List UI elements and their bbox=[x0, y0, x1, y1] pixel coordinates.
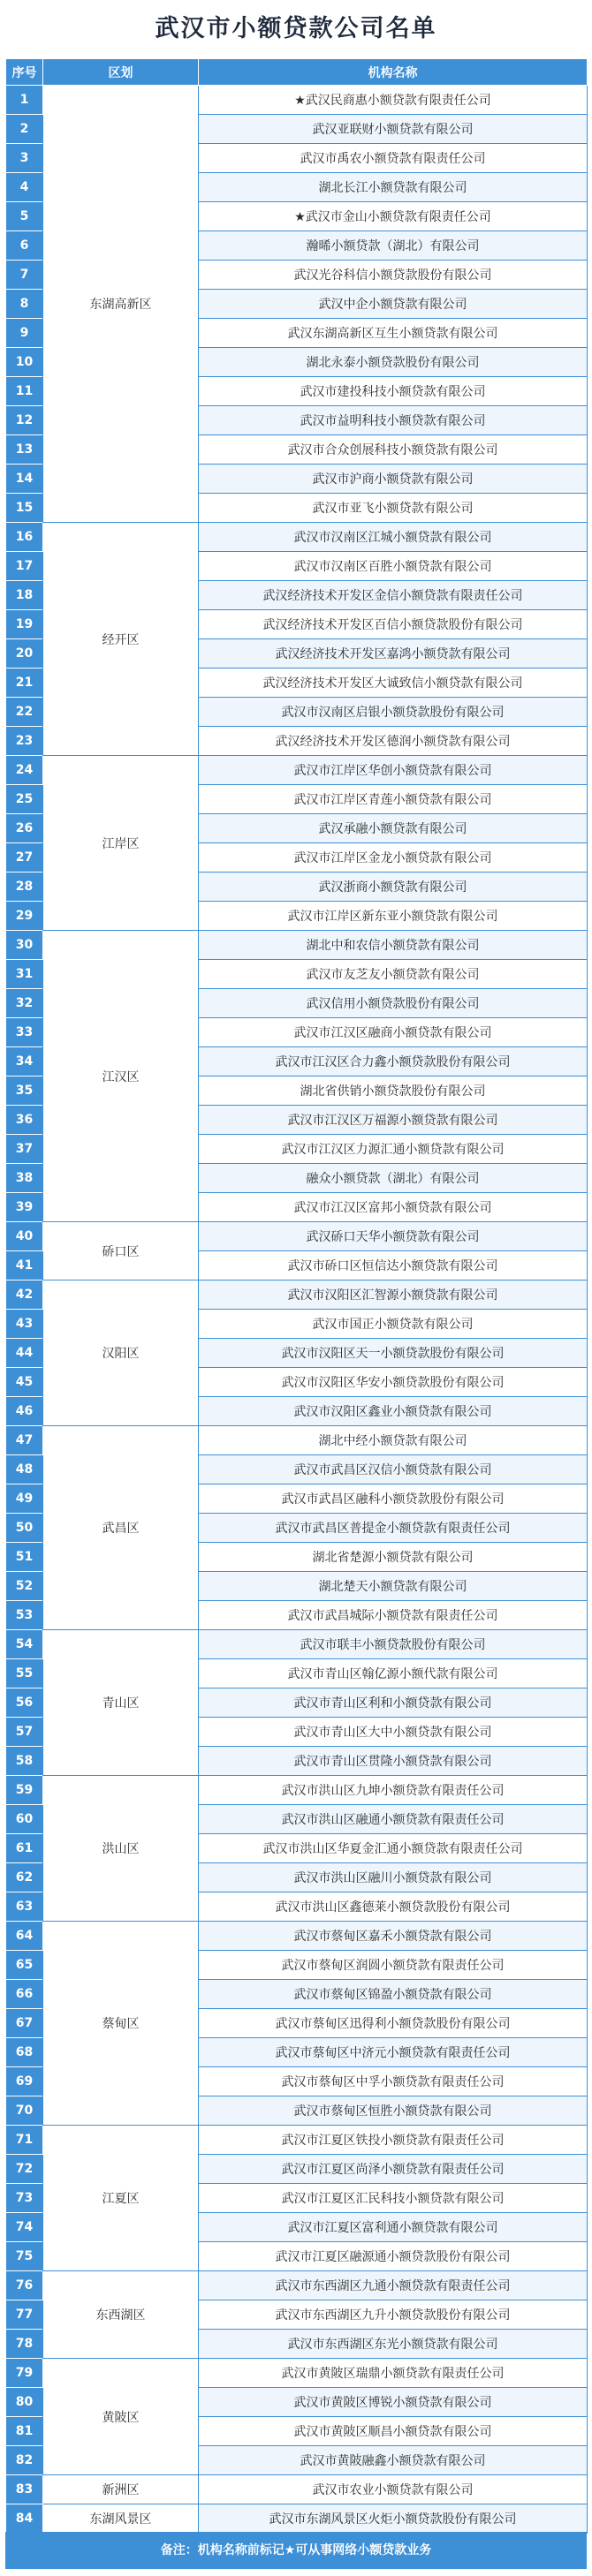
company-name: 武汉市江汉区力源汇通小额贷款有限公司 bbox=[199, 1135, 588, 1164]
company-name: 武汉市江夏区汇民科技小额贷款有限公司 bbox=[199, 2184, 588, 2213]
company-name: 武汉市江夏区尚泽小额贷款有限责任公司 bbox=[199, 2155, 588, 2184]
company-name: 武汉市黄陂区博锐小额贷款有限公司 bbox=[199, 2388, 588, 2417]
company-name: 武汉市江夏区富利通小额贷款有限公司 bbox=[199, 2213, 588, 2242]
row-number: 25 bbox=[6, 785, 43, 814]
company-name: 湖北省楚源小额贷款有限公司 bbox=[199, 1543, 588, 1572]
row-number: 64 bbox=[6, 1922, 43, 1951]
district-cell: 江夏区 bbox=[43, 2126, 199, 2271]
company-name: 武汉市江汉区万福源小额贷款有限公司 bbox=[199, 1106, 588, 1135]
company-name: 武汉市江岸区新东亚小额贷款有限公司 bbox=[199, 902, 588, 931]
table-row bbox=[6, 756, 588, 785]
table-row bbox=[6, 931, 588, 960]
row-number: 77 bbox=[6, 2300, 43, 2330]
row-number: 38 bbox=[6, 1164, 43, 1193]
company-name: 武汉市合众创展科技小额贷款有限公司 bbox=[199, 435, 588, 465]
row-number: 42 bbox=[6, 1280, 43, 1310]
row-number: 35 bbox=[6, 1076, 43, 1106]
row-number: 34 bbox=[6, 1047, 43, 1076]
company-name: 武汉市汉阳区华安小额贷款股份有限公司 bbox=[199, 1368, 588, 1397]
table-body bbox=[6, 86, 588, 2534]
company-name: 湖北永泰小额贷款股份有限公司 bbox=[199, 348, 588, 377]
company-name: 武汉市洪山区华夏金汇通小额贷款有限责任公司 bbox=[199, 1834, 588, 1863]
company-name: 武汉市汉阳区天一小额贷款股份有限公司 bbox=[199, 1339, 588, 1368]
row-number: 67 bbox=[6, 2009, 43, 2038]
row-number: 47 bbox=[6, 1426, 43, 1455]
row-number: 79 bbox=[6, 2359, 43, 2388]
company-name: 武汉市蔡甸区中孚小额贷款有限责任公司 bbox=[199, 2067, 588, 2096]
row-number: 18 bbox=[6, 581, 43, 610]
company-name: 武汉经济技术开发区大诚致信小额贷款有限公司 bbox=[199, 669, 588, 698]
row-number: 3 bbox=[6, 144, 43, 173]
company-name: 武汉市武昌区普提金小额贷款有限责任公司 bbox=[199, 1514, 588, 1543]
row-number: 5 bbox=[6, 202, 43, 231]
table-header-row bbox=[6, 59, 588, 86]
district-cell: 武昌区 bbox=[43, 1426, 199, 1630]
company-name: 武汉市江岸区青莲小额贷款有限公司 bbox=[199, 785, 588, 814]
row-number: 56 bbox=[6, 1688, 43, 1718]
company-name: 武汉市洪山区鑫德莱小额贷款股份有限公司 bbox=[199, 1892, 588, 1922]
company-name: 武汉市蔡甸区迅得利小额贷款股份有限公司 bbox=[199, 2009, 588, 2038]
company-name: 湖北长江小额贷款有限公司 bbox=[199, 173, 588, 202]
row-number: 16 bbox=[6, 523, 43, 552]
company-name: 武汉经济技术开发区嘉鸿小额贷款有限公司 bbox=[199, 639, 588, 669]
row-number: 61 bbox=[6, 1834, 43, 1863]
district-cell: 蔡甸区 bbox=[43, 1922, 199, 2126]
row-number: 14 bbox=[6, 465, 43, 494]
district-cell: 江岸区 bbox=[43, 756, 199, 931]
row-number: 15 bbox=[6, 494, 43, 523]
row-number: 11 bbox=[6, 377, 43, 406]
footer-note: 备注：机构名称前标记★可从事网络小额贷款业务 bbox=[5, 2532, 587, 2569]
row-number: 59 bbox=[6, 1776, 43, 1805]
company-name: 武汉市汉南区百胜小额贷款有限公司 bbox=[199, 552, 588, 581]
row-number: 75 bbox=[6, 2242, 43, 2271]
company-name: 湖北楚天小额贷款有限公司 bbox=[199, 1572, 588, 1601]
row-number: 31 bbox=[6, 960, 43, 989]
district-cell: 黄陂区 bbox=[43, 2359, 199, 2475]
district-cell: 青山区 bbox=[43, 1630, 199, 1776]
row-number: 55 bbox=[6, 1659, 43, 1688]
row-number: 30 bbox=[6, 931, 43, 960]
row-number: 36 bbox=[6, 1106, 43, 1135]
company-name: 武汉经济技术开发区金信小额贷款有限责任公司 bbox=[199, 581, 588, 610]
row-number: 70 bbox=[6, 2096, 43, 2126]
company-name: 武汉市江岸区金龙小额贷款有限公司 bbox=[199, 843, 588, 873]
row-number: 7 bbox=[6, 261, 43, 290]
row-number: 37 bbox=[6, 1135, 43, 1164]
company-name: 武汉信用小额贷款股份有限公司 bbox=[199, 989, 588, 1018]
company-name: 武汉市东西湖区东光小额贷款有限公司 bbox=[199, 2330, 588, 2359]
district-cell: 汉阳区 bbox=[43, 1280, 199, 1426]
district-cell: 洪山区 bbox=[43, 1776, 199, 1922]
row-number: 82 bbox=[6, 2446, 43, 2475]
table-row bbox=[6, 2504, 588, 2534]
company-name: 武汉市农业小额贷款有限公司 bbox=[199, 2475, 588, 2504]
row-number: 32 bbox=[6, 989, 43, 1018]
company-name: 武汉市蔡甸区中济元小额贷款有限责任公司 bbox=[199, 2038, 588, 2067]
district-cell: 东湖风景区 bbox=[43, 2504, 199, 2534]
company-name: 武汉市硚口区恒信达小额贷款有限公司 bbox=[199, 1251, 588, 1280]
company-name: 武汉经济技术开发区德润小额贷款有限公司 bbox=[199, 727, 588, 756]
company-name: 武汉市江岸区华创小额贷款有限公司 bbox=[199, 756, 588, 785]
company-name: 武汉硚口天华小额贷款有限公司 bbox=[199, 1222, 588, 1251]
district-cell: 东西湖区 bbox=[43, 2271, 199, 2359]
table-row bbox=[6, 2126, 588, 2155]
table-row bbox=[6, 2359, 588, 2388]
page-title: 武汉市小额贷款公司名单 bbox=[155, 15, 437, 42]
company-name: 湖北中经小额贷款有限公司 bbox=[199, 1426, 588, 1455]
table-row bbox=[6, 1280, 588, 1310]
row-number: 17 bbox=[6, 552, 43, 581]
row-number: 54 bbox=[6, 1630, 43, 1659]
company-name: 武汉市洪山区融川小额贷款有限公司 bbox=[199, 1863, 588, 1892]
company-name: 武汉市黄陂区顺昌小额贷款有限公司 bbox=[199, 2417, 588, 2446]
row-number: 60 bbox=[6, 1805, 43, 1834]
company-name: 武汉市青山区翰亿源小额代款有限公司 bbox=[199, 1659, 588, 1688]
header-no: 序号 bbox=[6, 59, 43, 86]
company-name: ★武汉市金山小额贷款有限责任公司 bbox=[199, 202, 588, 231]
table-row bbox=[6, 86, 588, 115]
row-number: 57 bbox=[6, 1718, 43, 1747]
row-number: 9 bbox=[6, 319, 43, 348]
company-name: 武汉市联丰小额贷款股份有限公司 bbox=[199, 1630, 588, 1659]
company-name: 武汉市蔡甸区嘉禾小额贷款有限公司 bbox=[199, 1922, 588, 1951]
company-name: 武汉市青山区贯隆小额贷款有限公司 bbox=[199, 1747, 588, 1776]
company-name: 武汉中企小额贷款有限公司 bbox=[199, 290, 588, 319]
table-row bbox=[6, 1630, 588, 1659]
district-cell: 新洲区 bbox=[43, 2475, 199, 2504]
row-number: 78 bbox=[6, 2330, 43, 2359]
company-name: 湖北中和农信小额贷款有限公司 bbox=[199, 931, 588, 960]
row-number: 51 bbox=[6, 1543, 43, 1572]
company-name: 武汉市沪商小额贷款有限公司 bbox=[199, 465, 588, 494]
company-name: 武汉亚联财小额贷款有限公司 bbox=[199, 115, 588, 144]
company-name: 武汉市洪山区融通小额贷款有限责任公司 bbox=[199, 1805, 588, 1834]
row-number: 69 bbox=[6, 2067, 43, 2096]
company-name: 武汉市青山区大中小额贷款有限公司 bbox=[199, 1718, 588, 1747]
district-cell: 经开区 bbox=[43, 523, 199, 756]
company-name: 武汉市汉阳区汇智源小额贷款有限公司 bbox=[199, 1280, 588, 1310]
company-name: 武汉市益明科技小额贷款有限公司 bbox=[199, 406, 588, 435]
row-number: 40 bbox=[6, 1222, 43, 1251]
row-number: 72 bbox=[6, 2155, 43, 2184]
row-number: 4 bbox=[6, 173, 43, 202]
row-number: 19 bbox=[6, 610, 43, 639]
row-number: 6 bbox=[6, 231, 43, 261]
row-number: 81 bbox=[6, 2417, 43, 2446]
company-name: 武汉市武昌区融科小额贷款股份有限公司 bbox=[199, 1484, 588, 1514]
company-name: 武汉市江汉区融商小额贷款有限公司 bbox=[199, 1018, 588, 1047]
row-number: 1 bbox=[6, 86, 43, 115]
company-name: 武汉经济技术开发区百信小额贷款股份有限公司 bbox=[199, 610, 588, 639]
company-name: 武汉市黄陂区瑞鼎小额贷款有限责任公司 bbox=[199, 2359, 588, 2388]
row-number: 48 bbox=[6, 1455, 43, 1484]
company-name: 武汉市建投科技小额贷款有限公司 bbox=[199, 377, 588, 406]
company-name: 武汉市国正小额贷款有限公司 bbox=[199, 1310, 588, 1339]
company-name: 武汉市洪山区九坤小额贷款有限责任公司 bbox=[199, 1776, 588, 1805]
company-name: 武汉市江夏区融源通小额贷款股份有限公司 bbox=[199, 2242, 588, 2271]
company-name: 武汉市蔡甸区锦盈小额贷款有限公司 bbox=[199, 1980, 588, 2009]
row-number: 50 bbox=[6, 1514, 43, 1543]
row-number: 41 bbox=[6, 1251, 43, 1280]
company-name: 湖北省供销小额贷款股份有限公司 bbox=[199, 1076, 588, 1106]
company-name: 武汉市青山区利和小额贷款有限公司 bbox=[199, 1688, 588, 1718]
row-number: 43 bbox=[6, 1310, 43, 1339]
district-cell: 江汉区 bbox=[43, 931, 199, 1222]
row-number: 23 bbox=[6, 727, 43, 756]
row-number: 10 bbox=[6, 348, 43, 377]
company-name: 武汉承融小额贷款有限公司 bbox=[199, 814, 588, 843]
row-number: 12 bbox=[6, 406, 43, 435]
company-name: ★武汉民商惠小额贷款有限责任公司 bbox=[199, 86, 588, 115]
table-row bbox=[6, 523, 588, 552]
lender-table bbox=[5, 58, 588, 2534]
company-name: 武汉市汉南区江城小额贷款有限公司 bbox=[199, 523, 588, 552]
row-number: 84 bbox=[6, 2504, 43, 2534]
row-number: 68 bbox=[6, 2038, 43, 2067]
header-district: 区划 bbox=[43, 59, 199, 86]
company-name: 武汉市禹农小额贷款有限责任公司 bbox=[199, 144, 588, 173]
company-name: 瀚晞小额贷款（湖北）有限公司 bbox=[199, 231, 588, 261]
company-name: 武汉市武昌城际小额贷款有限责任公司 bbox=[199, 1601, 588, 1630]
company-name: 武汉市汉南区启银小额贷款股份有限公司 bbox=[199, 698, 588, 727]
district-cell: 硚口区 bbox=[43, 1222, 199, 1280]
company-name: 武汉市东西湖区九通小额贷款有限责任公司 bbox=[199, 2271, 588, 2300]
company-name: 武汉市武昌区汉信小额贷款有限公司 bbox=[199, 1455, 588, 1484]
row-number: 83 bbox=[6, 2475, 43, 2504]
row-number: 24 bbox=[6, 756, 43, 785]
row-number: 21 bbox=[6, 669, 43, 698]
table-row bbox=[6, 1426, 588, 1455]
row-number: 26 bbox=[6, 814, 43, 843]
row-number: 44 bbox=[6, 1339, 43, 1368]
row-number: 13 bbox=[6, 435, 43, 465]
row-number: 39 bbox=[6, 1193, 43, 1222]
row-number: 73 bbox=[6, 2184, 43, 2213]
company-name: 武汉市友芝友小额贷款有限公司 bbox=[199, 960, 588, 989]
row-number: 76 bbox=[6, 2271, 43, 2300]
row-number: 27 bbox=[6, 843, 43, 873]
row-number: 28 bbox=[6, 873, 43, 902]
row-number: 63 bbox=[6, 1892, 43, 1922]
row-number: 53 bbox=[6, 1601, 43, 1630]
row-number: 62 bbox=[6, 1863, 43, 1892]
row-number: 22 bbox=[6, 698, 43, 727]
company-name: 武汉市汉阳区鑫业小额贷款有限公司 bbox=[199, 1397, 588, 1426]
table-row bbox=[6, 1922, 588, 1951]
district-cell: 东湖高新区 bbox=[43, 86, 199, 523]
row-number: 58 bbox=[6, 1747, 43, 1776]
company-name: 武汉市江汉区合力鑫小额贷款股份有限公司 bbox=[199, 1047, 588, 1076]
company-name: 武汉市东西湖区九升小额贷款股份有限公司 bbox=[199, 2300, 588, 2330]
table-row bbox=[6, 1776, 588, 1805]
row-number: 2 bbox=[6, 115, 43, 144]
table-row bbox=[6, 1222, 588, 1251]
row-number: 49 bbox=[6, 1484, 43, 1514]
company-name: 武汉市东湖风景区火炬小额贷款股份有限公司 bbox=[199, 2504, 588, 2534]
company-name: 融众小额贷款（湖北）有限公司 bbox=[199, 1164, 588, 1193]
row-number: 74 bbox=[6, 2213, 43, 2242]
row-number: 66 bbox=[6, 1980, 43, 2009]
company-name: 武汉市蔡甸区润圆小额贷款有限责任公司 bbox=[199, 1951, 588, 1980]
row-number: 8 bbox=[6, 290, 43, 319]
row-number: 71 bbox=[6, 2126, 43, 2155]
company-name: 武汉浙商小额贷款有限公司 bbox=[199, 873, 588, 902]
company-name: 武汉市蔡甸区恒胜小额贷款有限公司 bbox=[199, 2096, 588, 2126]
company-name: 武汉市江汉区富邦小额贷款有限公司 bbox=[199, 1193, 588, 1222]
company-name: 武汉东湖高新区互生小额贷款有限公司 bbox=[199, 319, 588, 348]
row-number: 80 bbox=[6, 2388, 43, 2417]
company-name: 武汉光谷科信小额贷款股份有限公司 bbox=[199, 261, 588, 290]
row-number: 33 bbox=[6, 1018, 43, 1047]
company-name: 武汉市黄陂融鑫小额贷款有限公司 bbox=[199, 2446, 588, 2475]
company-name: 武汉市亚飞小额贷款有限公司 bbox=[199, 494, 588, 523]
table-row bbox=[6, 2475, 588, 2504]
row-number: 65 bbox=[6, 1951, 43, 1980]
company-name: 武汉市江夏区铁投小额贷款有限责任公司 bbox=[199, 2126, 588, 2155]
row-number: 29 bbox=[6, 902, 43, 931]
row-number: 52 bbox=[6, 1572, 43, 1601]
row-number: 20 bbox=[6, 639, 43, 669]
row-number: 46 bbox=[6, 1397, 43, 1426]
table-row bbox=[6, 2271, 588, 2300]
row-number: 45 bbox=[6, 1368, 43, 1397]
header-name: 机构名称 bbox=[199, 59, 588, 86]
